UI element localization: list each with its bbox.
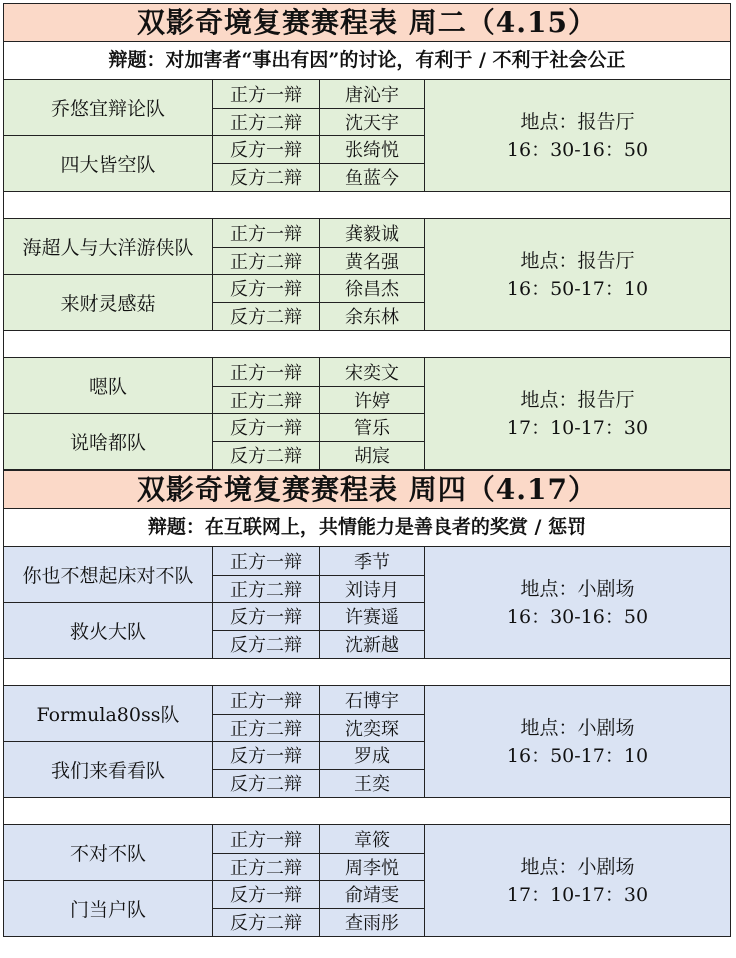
role: 正方二辩 (213, 714, 319, 742)
role: 反方一辩 (213, 880, 319, 908)
debater-name: 鱼蓝今 (320, 163, 424, 191)
team-b: 四大皆空队 (4, 135, 212, 191)
team-b: 门当户队 (4, 880, 212, 936)
team-b: 来财灵感菇 (4, 274, 212, 330)
debater-name: 许赛遥 (320, 602, 424, 630)
team-a: 海超人与大洋游侠队 (22, 237, 194, 259)
debater-name: 许婷 (320, 386, 424, 414)
team-a: 你也不想起床对不队 (22, 565, 194, 587)
time-slot: 17：10-17：30 (506, 883, 649, 906)
schedule-sheet (3, 3, 731, 937)
time-slot: 16：50-17：10 (506, 744, 649, 767)
day1-match3 (3, 358, 731, 470)
spacer-row (3, 331, 731, 358)
role: 正方一辩 (230, 829, 302, 851)
team-b: 说啥都队 (4, 413, 212, 469)
spacer-row (3, 192, 731, 219)
role: 正方二辩 (213, 247, 319, 275)
role: 反方二辩 (213, 769, 319, 797)
venue: 地点：小剧场 (520, 716, 635, 739)
role: 反方一辩 (213, 274, 319, 302)
debater-name: 周李悦 (320, 853, 424, 881)
day2-match1 (3, 547, 731, 659)
team-a: Formula80ss队 (36, 704, 180, 726)
time-slot: 16：30-16：50 (506, 138, 649, 161)
role: 反方一辩 (213, 741, 319, 769)
day1-match1 (3, 80, 731, 192)
spacer-row (3, 798, 731, 825)
debater-name: 沈新越 (320, 630, 424, 658)
debater-name: 俞靖雯 (320, 880, 424, 908)
role: 反方二辩 (213, 630, 319, 658)
day1-topic: 辩题：对加害者“事出有因”的讨论，有利于 / 不利于社会公正 (3, 41, 731, 80)
role: 正方一辩 (230, 690, 302, 712)
debater-name: 黄名强 (320, 247, 424, 275)
debater-name: 沈奕琛 (320, 714, 424, 742)
debater-name: 胡宸 (320, 441, 424, 469)
role: 反方一辩 (213, 602, 319, 630)
debater-name: 刘诗月 (320, 575, 424, 603)
time-slot: 16：50-17：10 (506, 277, 649, 300)
day1-title: 双影奇境复赛赛程表 周二（4.15） (3, 3, 731, 41)
debater-name: 唐沁宇 (345, 84, 399, 106)
role: 反方二辩 (213, 302, 319, 330)
day1-match2 (3, 219, 731, 331)
team-b: 救火大队 (4, 602, 212, 658)
role: 正方二辩 (213, 108, 319, 136)
spacer-row (3, 659, 731, 686)
day2-match2 (3, 686, 731, 798)
venue: 地点：报告厅 (520, 249, 635, 272)
debater-name: 张绮悦 (320, 135, 424, 163)
debater-name: 宋奕文 (345, 362, 399, 384)
role: 反方二辩 (213, 163, 319, 191)
role: 正方二辩 (213, 386, 319, 414)
role: 正方二辩 (213, 575, 319, 603)
debater-name: 王奕 (320, 769, 424, 797)
day2-topic: 辩题：在互联网上，共情能力是善良者的奖赏 / 惩罚 (3, 508, 731, 547)
debater-name: 罗成 (320, 741, 424, 769)
role: 反方一辩 (213, 413, 319, 441)
role: 正方一辩 (230, 223, 302, 245)
debater-name: 季节 (354, 551, 390, 573)
team-a: 不对不队 (69, 843, 146, 865)
day2-title: 双影奇境复赛赛程表 周四（4.17） (3, 470, 731, 508)
role: 正方一辩 (230, 362, 302, 384)
venue: 地点：报告厅 (520, 110, 635, 133)
debater-name: 管乐 (320, 413, 424, 441)
role: 正方一辩 (230, 84, 302, 106)
debater-name: 余东林 (320, 302, 424, 330)
venue: 地点：小剧场 (520, 577, 635, 600)
debater-name: 徐昌杰 (320, 274, 424, 302)
debater-name: 查雨彤 (320, 908, 424, 936)
role: 反方一辩 (213, 135, 319, 163)
debater-name: 章筱 (354, 829, 390, 851)
team-a: 嗯队 (88, 376, 127, 398)
time-slot: 16：30-16：50 (506, 605, 649, 628)
time-slot: 17：10-17：30 (506, 416, 649, 439)
role: 正方二辩 (213, 853, 319, 881)
debater-name: 石博宇 (345, 690, 399, 712)
venue: 地点：小剧场 (520, 855, 635, 878)
role: 正方一辩 (230, 551, 302, 573)
team-b: 我们来看看队 (4, 741, 212, 797)
day2-match3 (3, 825, 731, 937)
team-a: 乔悠宜辩论队 (50, 98, 165, 120)
venue: 地点：报告厅 (520, 388, 635, 411)
debater-name: 龚毅诚 (345, 223, 399, 245)
debater-name: 沈天宇 (320, 108, 424, 136)
role: 反方二辩 (213, 908, 319, 936)
role: 反方二辩 (213, 441, 319, 469)
